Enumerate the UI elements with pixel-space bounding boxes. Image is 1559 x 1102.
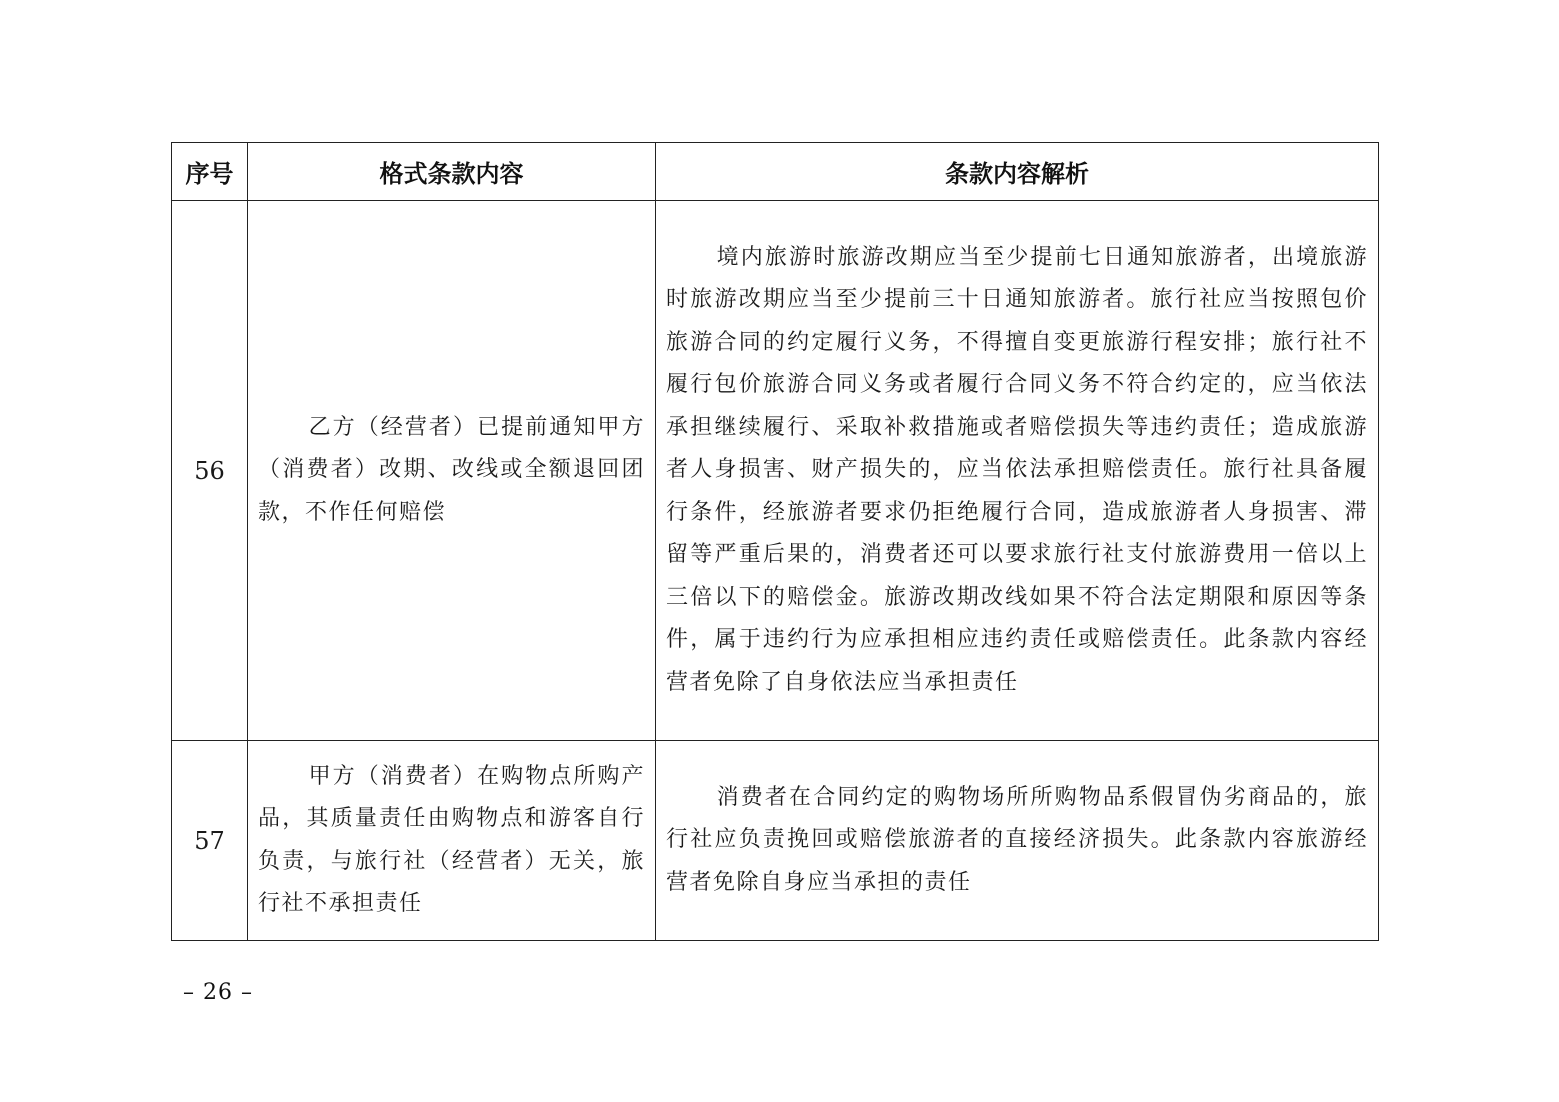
analysis-text: 消费者在合同约定的购物场所所购物品系假冒伪劣商品的，旅行社应负责挽回或赔偿旅游者的直接经济损失。此条款内容旅游经营者免除自身应当承担的责任 <box>666 784 1368 895</box>
header-number: 序号 <box>172 143 248 201</box>
header-clause-analysis: 条款内容解析 <box>656 143 1379 201</box>
page-number: – 26 – <box>183 980 253 1005</box>
analysis-cell <box>656 201 1379 741</box>
clause-content-cell <box>248 741 656 941</box>
clause-content-cell <box>248 201 656 741</box>
row-number: 57 <box>172 741 248 941</box>
table-header-row <box>172 143 1379 201</box>
clause-text: 甲方（消费者）在购物点所购产品，其质量责任由购物点和游客自行负责，与旅行社（经营者）无关，旅行社不承担责任 <box>258 763 645 916</box>
table-row <box>172 201 1379 741</box>
header-clause-content: 格式条款内容 <box>248 143 656 201</box>
clause-text: 乙方（经营者）已提前通知甲方（消费者）改期、改线或全额退回团款，不作任何赔偿 <box>258 414 645 525</box>
analysis-cell <box>656 741 1379 941</box>
table-row <box>172 741 1379 941</box>
analysis-text: 境内旅游时旅游改期应当至少提前七日通知旅游者，出境旅游时旅游改期应当至少提前三十日通知旅游者。旅行社应当按照包价旅游合同的约定履行义务，不得擅自变更旅游行程安排；旅行社不履行包价旅游合同义务或者履行合同义务不符合约定的，应当依法承担继续履行、采取补救措施或者赔偿损失等违约责任；造成旅游者人身损害、财产损失的，应当依法承担赔偿责任。旅行社具备履行条件，经旅游者要求仍拒绝履行合同，造成旅游者人身损害、滞留等严重后果的，消费者还可以要求旅行社支付旅游费用一倍以上三倍以下的赔偿金。旅游改期改线如果不符合法定期限和原因等条件，属于违约行为应承担相应违约责任或赔偿责任。此条款内容经营者免除了自身依法应当承担责任 <box>666 244 1368 695</box>
clause-analysis-table <box>171 142 1379 941</box>
row-number: 56 <box>172 201 248 741</box>
